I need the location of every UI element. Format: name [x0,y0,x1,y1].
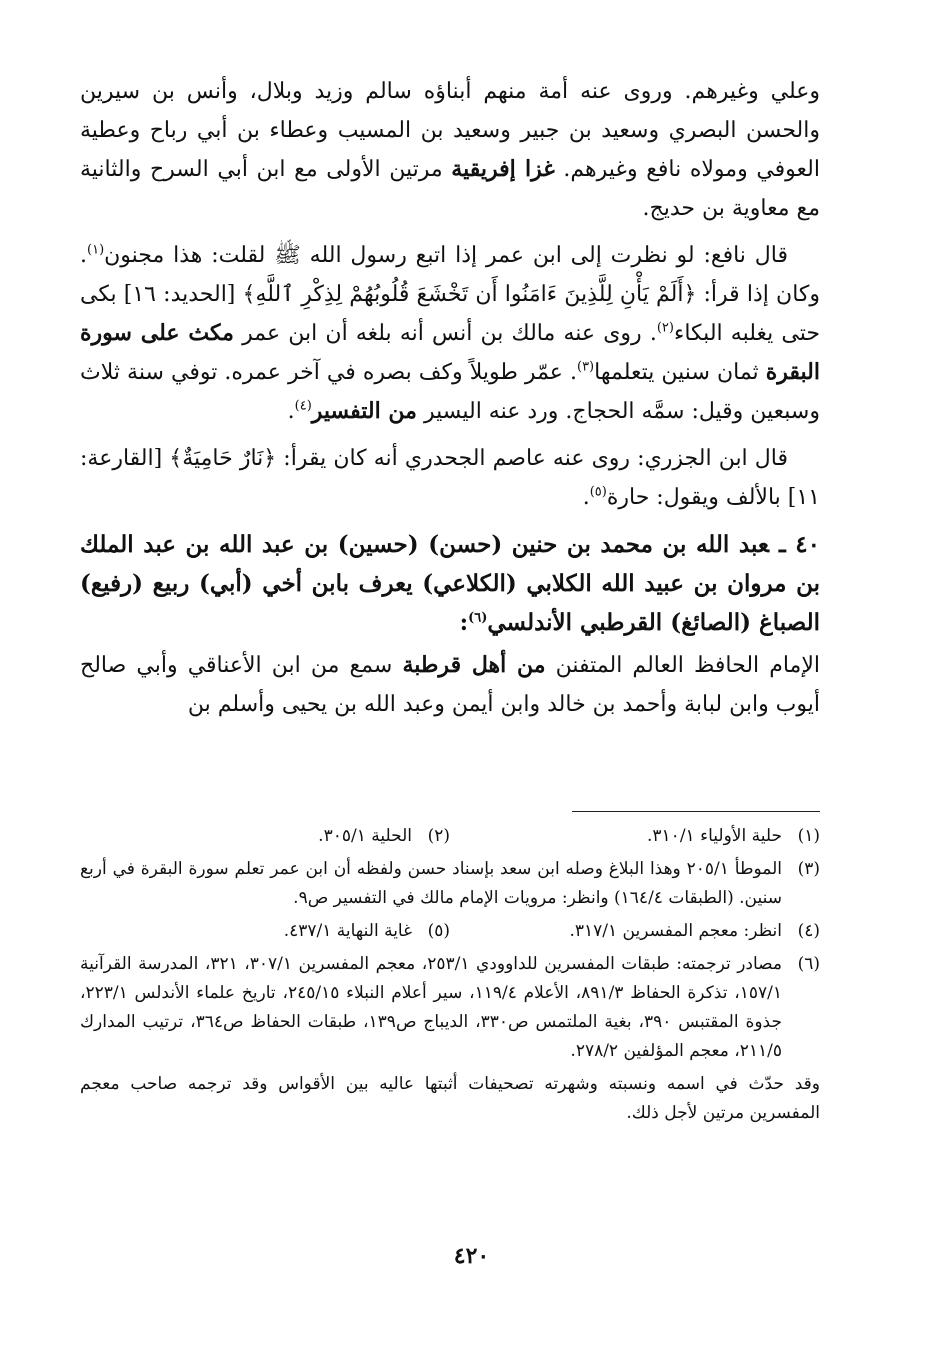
footnote-6 [80,950,820,1066]
footnote-separator [572,811,820,812]
text-run: ثمان سنين يتعلمها [594,360,759,385]
footnote-number: (٤) [797,921,820,941]
text-run: . وكان إذا قرأ: ﴿أَلَمْ يَأْنِ لِلَّذِينَ ءَامَنُوا أَن تَخْشَعَ قُلُوبُهُمْ لِذِكْرِ ٱللَّهِ﴾ [الحديد: ١٦] بكى حتى يغلبه البكاء [80,243,821,346]
page-number: ٤٢٠ [453,1243,490,1269]
footnote-row [80,917,820,946]
entry-heading: ٤٠ ـعبد الله بن محمد بن حنين (حسن) (حسين) بن عبد الله بن عبد الملك بن مروان بن عبيد الله الكلابي (الكلاعي) يعرف بابن أخي (أبي) ربيع (رفيع) الصباغ (الصائغ) القرطبي الأندلسي$^{(٦)}$: [80,531,821,636]
entry-number: ٤٠ ـ [778,531,821,558]
paragraph-1 [80,72,820,228]
footnote-row [80,822,820,851]
footnote-ref[interactable]: (١) [87,242,105,258]
footnote-number: (٣) [797,859,820,879]
footnote-number: (٥) [427,921,450,941]
footnote-text: الحلية ٣٠٥/١. [318,826,412,846]
footnote-text: مصادر ترجمته: طبقات المفسرين للداوودي ٢٥٣/١، معجم المفسرين ٣٠٧/١، ٣٢١، المدرسة القرآنية ١٥٧/١، تذكرة الحفاظ ٨٩١/٣، الأعلام ١١٩/٤، سير أعلام النبلاء ٢٤٥/١٥، تاريخ علماء الأندلس ٢٢٣/١، جذوة المقتبس ٣٩٠، بغية الملتمس ص٣٣٠، الديباج ص١٣٩، طبقات الحفاظ ص٣٦٤، ترتيب المدارك ٢١١/٥، معجم المؤلفين ٢٧٨/٢. [80,954,783,1061]
paragraph-4 [80,646,820,724]
footnote-2 [80,822,450,851]
text-run: وعلي وغيرهم. وروى عنه أمة منهم أبناؤه سالم وزيد وبلال، وأنس بن سيرين والحسن البصري وسعيد بن جبير وسعيد بن المسيب وعطاء بن أبي رباح وعطية العوفي ومولاه نافع وغيرهم. [80,79,820,182]
footnote-1 [450,822,820,851]
footnote-3 [80,855,820,913]
footnote-number: (٦) [797,954,820,974]
footnote-remark: وقد حدّث في اسمه ونسبته وشهرته تصحيفات أثبتها عاليه بين الأقواس وقد ترجمه صاحب معجم المفسرين مرتين لأجل ذلك. [80,1074,820,1123]
text-run: الإمام الحافظ العالم المتفنن [555,653,821,678]
bold-phrase: مكث على سورة البقرة [80,320,820,385]
footnote-text: غاية النهاية ٤٣٧/١. [283,921,412,941]
text-run: . عمّر طويلاً وكف بصره في آخر عمره. توفي سنة ثلاث وسبعين وقيل: سمَّه الحجاج. ورد عنه اليسير [80,360,820,424]
footnote-ref[interactable]: (٣) [576,359,595,375]
text-run: قال ابن الجزري: روى عنه عاصم الجحدري أنه كان يقرأ: ﴿نَارٌ حَامِيَةٌ﴾ [القارعة: ١١] بالألف ويقول: حارة [80,446,820,510]
footnote-number: (٢) [427,826,450,846]
paragraph-3: قال ابن الجزري: روى عنه عاصم الجحدري أنه كان يقرأ: ﴿نَارٌ حَامِيَةٌ﴾ [القارعة: ١١] بالألف ويقول: حارة$^{(٥)}$. [80,446,820,510]
bold-phrase: غزا إفريقية [451,156,555,182]
paragraph-2: قال نافع: لو نظرت إلى ابن عمر إذا اتبع رسول الله ﷺ لقلت: هذا مجنون$^{(١)}$. وكان إذا قرأ: ﴿أَلَمْ يَأْنِ لِلَّذِينَ ءَامَنُوا أَن تَخْشَعَ قُلُوبُهُمْ لِذِكْرِ ٱللَّهِ﴾ [الحديد: ١٦] بكى حتى يغلبه البكاء$^{(٢)}$. روى عنه مالك بن أنس أنه بلغه أن ابن عمر مكث على سورة البقرة ثمان سنين يتعلمها$^{(٣)}$. عمّر طويلاً وكف بصره في آخر عمره. توفي سنة ثلاث وسبعين وقيل: سمَّه الحجاج. ورد عنه اليسير من التفسير$^{(٤)}$. [80,242,821,424]
footnote-5 [80,917,450,946]
bold-phrase: من أهل قرطبة [402,652,546,678]
bold-phrase: من التفسير [311,398,417,424]
footnote-text: حلية الأولياء ٣١٠/١. [647,826,782,846]
text-run: . روى عنه مالك بن أنس أنه بلغه أن ابن عمر [242,321,657,346]
footnote-text: الموطأ ٢٠٥/١ وهذا البلاغ وصله ابن سعد بإسناد حسن ولفظه أن ابن عمر تعلم سورة البقرة في أربع سنين. (الطبقات ١٦٤/٤) وانظر: مرويات الإمام مالك في التفسير ص٩. [80,859,782,908]
footnote-ref[interactable]: (٦) [468,610,488,626]
footnote-number: (١) [797,826,820,846]
text-run: سمع من ابن الأعناقي وأبي صالح أيوب وابن لبابة وأحمد بن خالد وابن أيمن وعبد الله بن يحيى وأسلم بن [80,653,820,717]
text-run: مرتين الأولى مع ابن أبي السرح والثانية مع معاوية بن حديج. [80,157,820,221]
footnote-ref[interactable]: (٥) [589,484,607,500]
text-run: قال نافع: لو نظرت إلى ابن عمر إذا اتبع رسول الله ﷺ لقلت: هذا مجنون [104,243,788,268]
footnotes [80,822,820,1128]
entry-title: عبد الله بن محمد بن حنين (حسن) (حسين) بن عبد الله بن عبد الملك بن مروان بن عبيد الله الكلابي (الكلاعي) يعرف بابن أخي (أبي) ربيع (رفيع) الصباغ (الصائغ) القرطبي الأندلسي [80,531,820,636]
main-text [80,72,820,732]
footnote-ref[interactable]: (٢) [656,320,674,336]
footnote-ref[interactable]: (٤) [294,398,312,414]
footnote-text: انظر: معجم المفسرين ٣١٧/١. [569,921,782,941]
footnote-4 [450,917,820,946]
